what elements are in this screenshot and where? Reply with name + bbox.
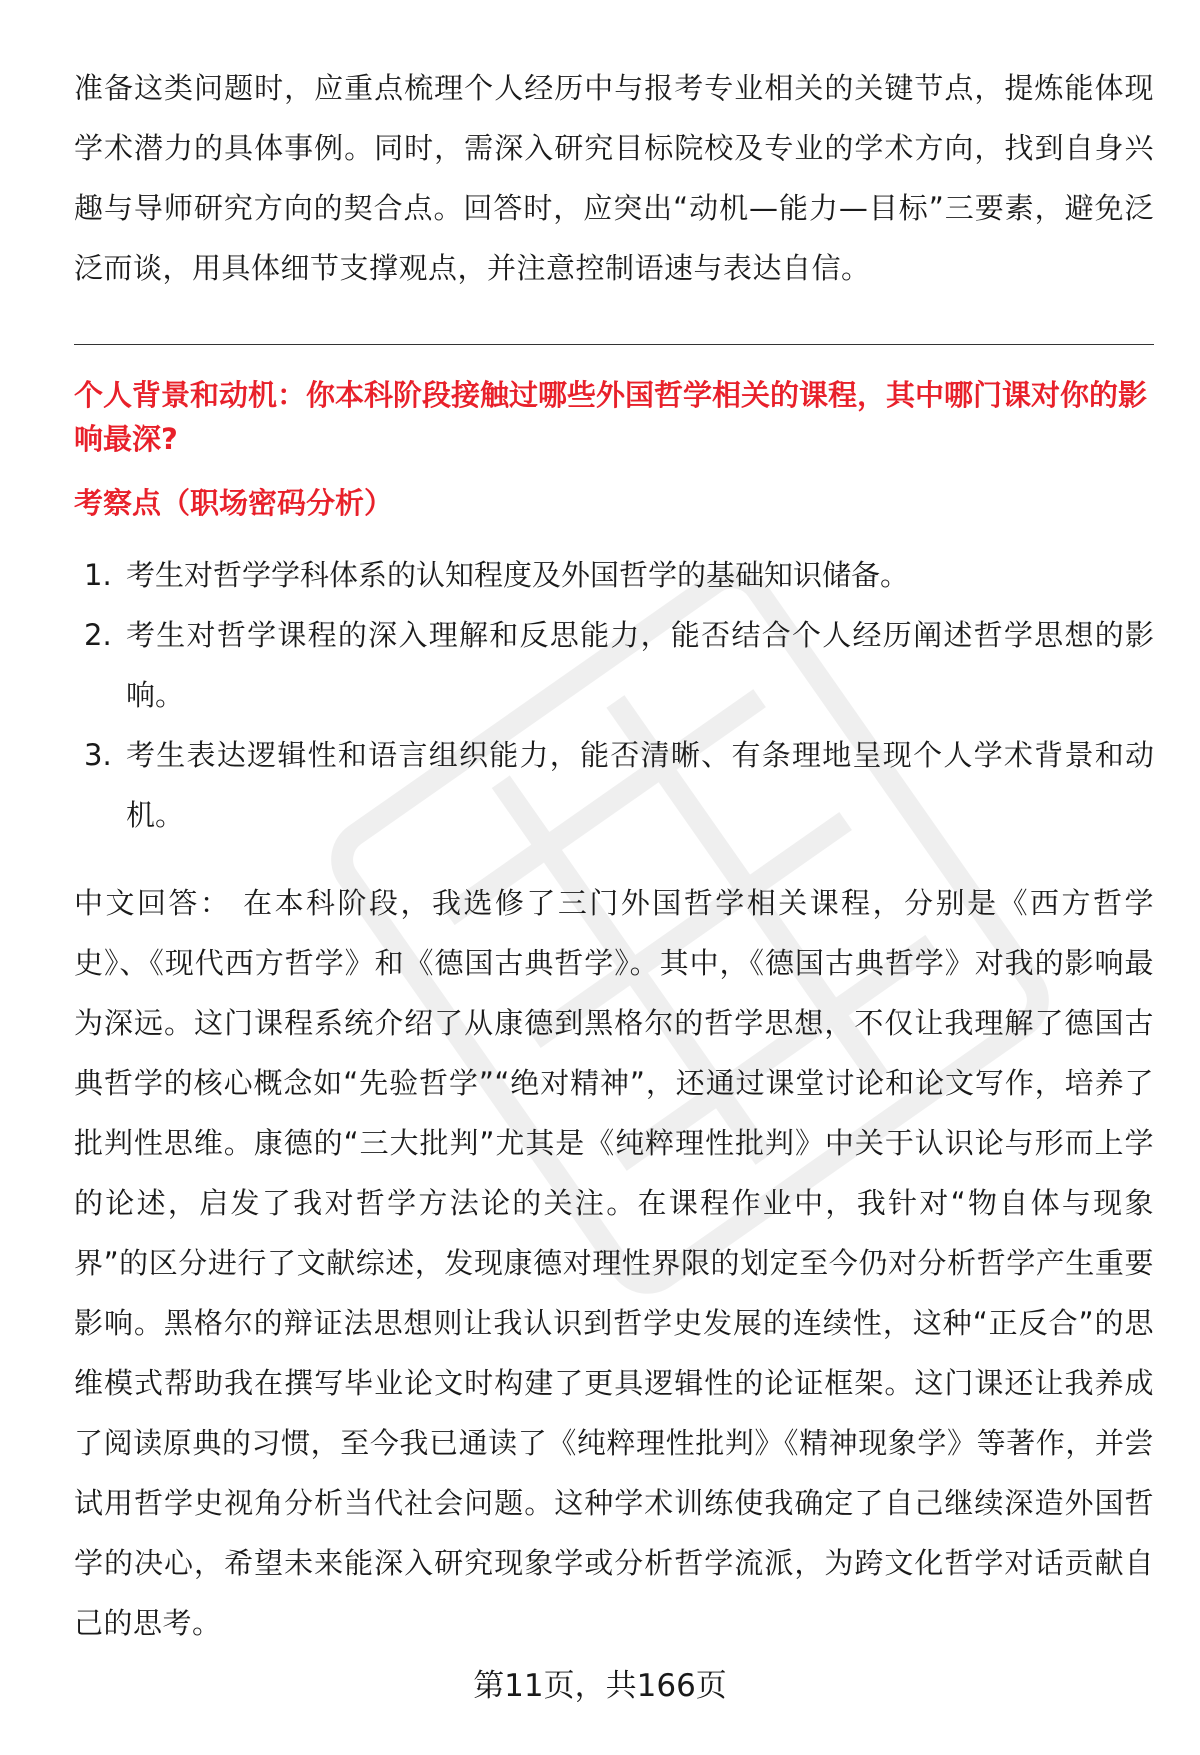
document-page — [74, 58, 1154, 1653]
list-item-text: 考生对哲学学科体系的认知程度及外国哲学的基础知识储备。 — [126, 558, 910, 592]
assessment-points-heading: 考察点（职场密码分析） — [74, 486, 394, 520]
intro-paragraph: 准备这类问题时，应重点梳理个人经历中与报考专业相关的关键节点，提炼能体现学术潜力的具体事例。同时，需深入研究目标院校及专业的学术方向，找到自身兴趣与导师研究方向的契合点。回答时，应突出“动机—能力—目标”三要素，避免泛泛而谈，用具体细节支撑观点，并注意控制语速与表达自信。 — [74, 71, 1154, 285]
list-item-number: 3. — [84, 738, 112, 772]
list-item-text: 考生对哲学课程的深入理解和反思能力，能否结合个人经历阐述哲学思想的影响。 — [126, 618, 1154, 712]
answer-paragraph: 中文回答： 在本科阶段，我选修了三门外国哲学相关课程，分别是《西方哲学史》、《现代西方哲学》和《德国古典哲学》。其中，《德国古典哲学》对我的影响最为深远。这门课程系统介绍了从康德到黑格尔的哲学思想，不仅让我理解了德国古典哲学的核心概念如“先验哲学”“绝对精神”，还通过课堂讨论和论文写作，培养了批判性思维。康德的“三大批判”尤其是《纯粹理性批判》中关于认识论与形而上学的论述，启发了我对哲学方法论的关注。在课程作业中，我针对“物自体与现象界”的区分进行了文献综述，发现康德对理性界限的划定至今仍对分析哲学产生重要影响。黑格尔的辩证法思想则让我认识到哲学史发展的连续性，这种“正反合”的思维模式帮助我在撰写毕业论文时构建了更具逻辑性的论证框架。这门课还让我养成了阅读原典的习惯，至今我已通读了《纯粹理性批判》《精神现象学》等著作，并尝试用哲学史视角分析当代社会问题。这种学术训练使我确定了自己继续深造外国哲学的决心，希望未来能深入研究现象学或分析哲学流派，为跨文化哲学对话贡献自己的思考。 — [74, 886, 1154, 1640]
list-item — [74, 725, 1154, 845]
assessment-points-list — [74, 545, 1154, 845]
question-heading: 个人背景和动机：你本科阶段接触过哪些外国哲学相关的课程，其中哪门课对你的影响最深? — [74, 378, 1148, 456]
list-item-number: 2. — [84, 618, 112, 652]
list-item — [74, 545, 1154, 605]
list-item — [74, 605, 1154, 725]
list-item-number: 1. — [84, 558, 112, 592]
list-item-text: 考生表达逻辑性和语言组织能力，能否清晰、有条理地呈现个人学术背景和动机。 — [126, 738, 1154, 832]
section-divider — [74, 344, 1154, 345]
page-number-footer: 第11页，共166页 — [473, 1668, 727, 1704]
